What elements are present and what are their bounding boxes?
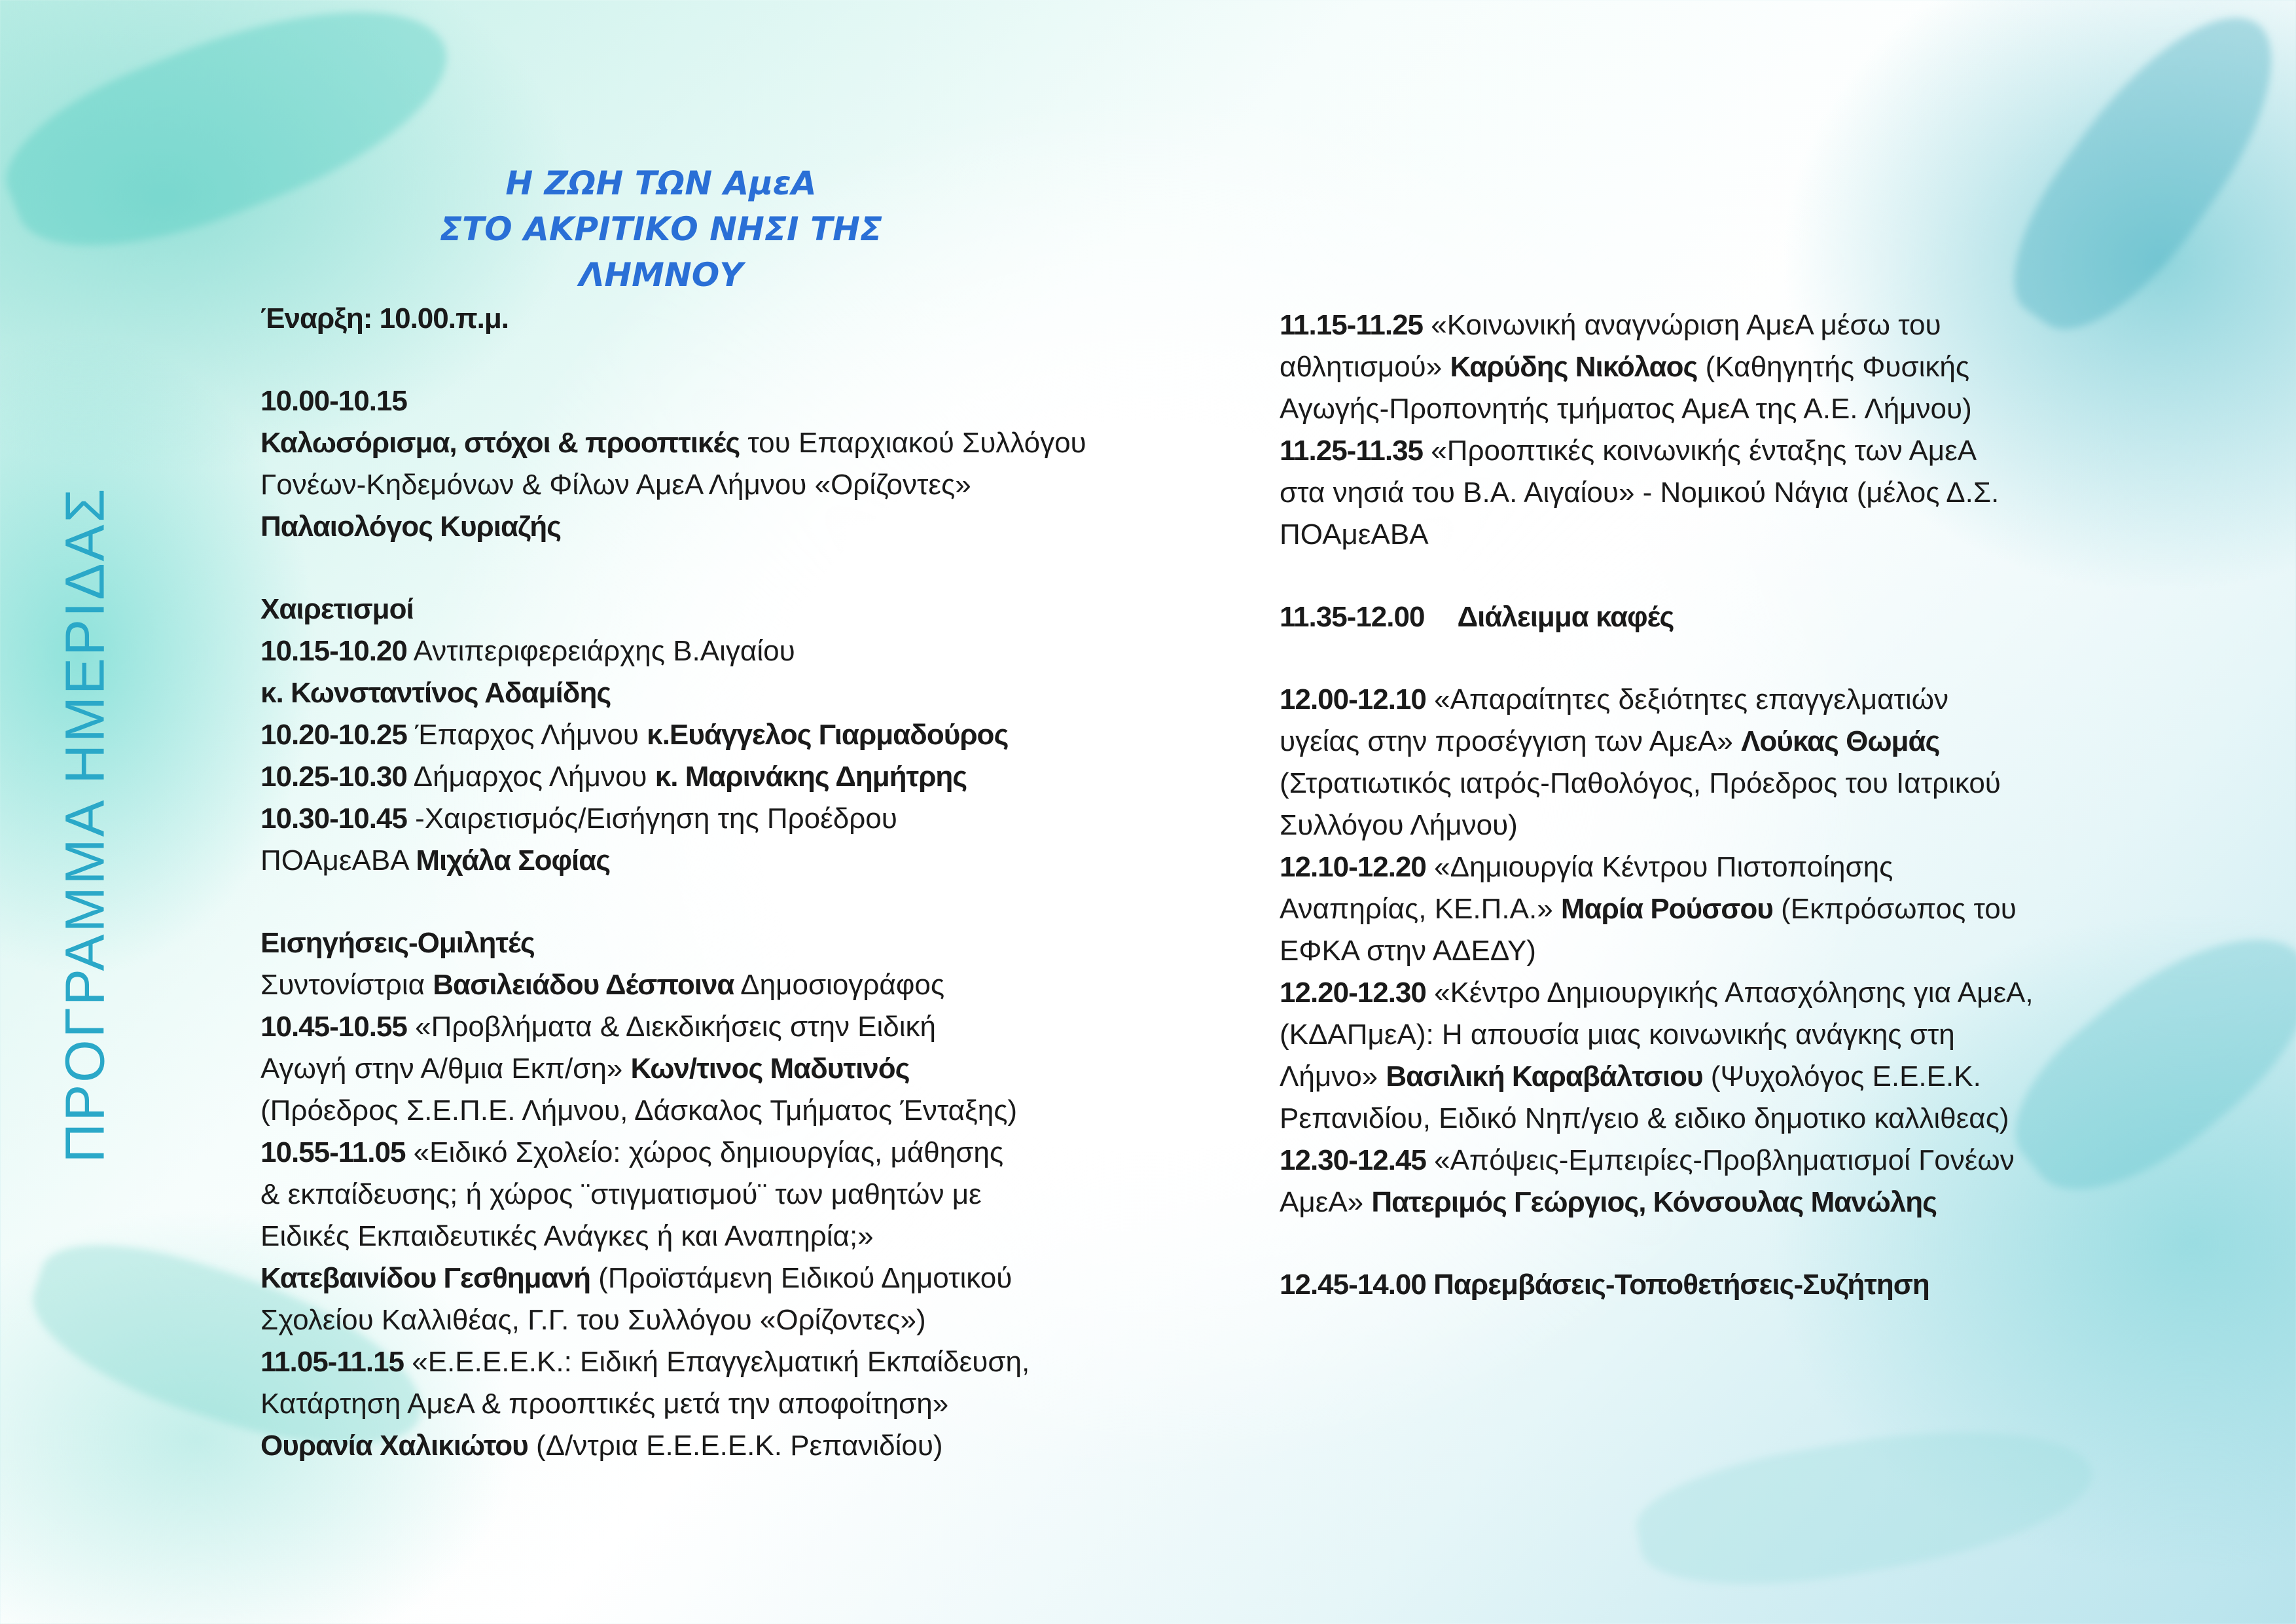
program-line: Ειδικές Εκπαιδευτικές Ανάγκες ή και Αναπηρία;» xyxy=(260,1220,874,1252)
program-line: στα νησιά του Β.Α. Αιγαίου» - Νομικού Νάγια (μέλος Δ.Σ. xyxy=(1280,477,2000,509)
program-line: 11.25-11.35 «Προοπτικές κοινωνικής ένταξης των ΑμεΑ xyxy=(1280,435,1977,467)
start-time: Έναρξη: 10.00.π.μ. xyxy=(260,302,509,334)
program-line: & εκπαίδευσης; ή χώρος ¨στιγματισμού¨ των μαθητών με xyxy=(260,1178,982,1210)
section-heading: Χαιρετισμοί xyxy=(260,593,414,625)
side-title: ΠΡΟΓΡΑΜΜΑ ΗΜΕΡΙΔΑΣ xyxy=(54,486,116,1163)
program-line: Αγωγής-Προπονητής τμήματος ΑμεΑ της Α.Ε. Λήμνου) xyxy=(1280,393,1972,425)
program-line: 11.05-11.15 «Ε.Ε.Ε.Ε.Κ.: Ειδική Επαγγελματική Εκπαίδευση, xyxy=(260,1346,1030,1378)
program-line: 10.30-10.45 -Χαιρετισμός/Εισήγηση της Προέδρου xyxy=(260,803,897,835)
program-line: 12.10-12.20 «Δημιουργία Κέντρου Πιστοποίησης xyxy=(1280,851,1893,883)
program-line: Κατάρτηση ΑμεΑ & προοπτικές μετά την αποφοίτηση» xyxy=(260,1388,949,1420)
program-line: ΑμεΑ» Πατεριμός Γεώργιος, Κόνσουλας Μανώλης xyxy=(1280,1186,1937,1218)
program-line: 10.55-11.05 «Ειδικό Σχολείο: χώρος δημιουργίας, μάθησης xyxy=(260,1136,1004,1168)
program-left-column xyxy=(260,298,1124,1467)
title-line-2: ΣΤΟ ΑΚΡΙΤΙΚΟ ΝΗΣΙ ΤΗΣ ΛΗΜΝΟΥ xyxy=(439,210,883,294)
program-line: Κατεβαινίδου Γεσθημανή (Προϊστάμενη Ειδικού Δημοτικού xyxy=(260,1262,1013,1294)
program-line: ΠΟΑμεΑΒΑ Μιχάλα Σοφίας xyxy=(260,844,611,876)
program-line: Ουρανία Χαλικιώτου (Δ/ντρια Ε.Ε.Ε.Ε.Κ. Ρεπανιδίου) xyxy=(260,1430,943,1462)
program-line: υγείας στην προσέγγιση των ΑμεΑ» Λούκας Θωμάς xyxy=(1280,725,1940,757)
program-line: Συντονίστρια Βασιλειάδου Δέσποινα Δημοσιογράφος xyxy=(260,969,945,1001)
program-line: Αγωγή στην Α/θμια Εκπ/ση» Κων/τινος Μαδυτινός xyxy=(260,1053,910,1085)
program-line: 11.15-11.25 «Κοινωνική αναγνώριση ΑμεΑ μέσω του xyxy=(1280,309,1941,341)
program-line: (ΚΔΑΠμεΑ): Η απουσία μιας κοινωνικής ανάγκης στη xyxy=(1280,1019,1955,1051)
program-line: 12.20-12.30 «Κέντρο Δημιουργικής Απασχόλησης για ΑμεΑ, xyxy=(1280,977,2034,1009)
final-session: 12.45-14.00 Παρεμβάσεις-Τοποθετήσεις-Συζήτηση xyxy=(1280,1269,1929,1301)
title-line-1: Η ΖΩΗ ΤΩΝ ΑμεΑ xyxy=(505,164,817,202)
program-line: (Πρόεδρος Σ.Ε.Π.Ε. Λήμνου, Δάσκαλος Τμήματος Ένταξης) xyxy=(260,1094,1018,1127)
speaker-name: Παλαιολόγος Κυριαζής xyxy=(260,511,562,543)
program-line: 10.15-10.20 Αντιπεριφερειάρχης Β.Αιγαίου xyxy=(260,635,795,667)
section-heading: Εισηγήσεις-Ομιλητές xyxy=(260,927,535,959)
coffee-break: 11.35-12.00 Διάλειμμα καφές xyxy=(1280,601,1674,633)
session-title: Καλωσόρισμα, στόχοι & προοπτικές xyxy=(260,427,740,459)
program-line: Καλωσόρισμα, στόχοι & προοπτικές του Επαρχιακού Συλλόγου xyxy=(260,427,1086,459)
program-line: αθλητισμού» Καρύδης Νικόλαος (Καθηγητής Φυσικής xyxy=(1280,351,1970,383)
program-line: Γονέων-Κηδεμόνων & Φίλων ΑμεΑ Λήμνου «Ορίζοντες» xyxy=(260,469,971,501)
session-time: 10.00-10.15 xyxy=(260,385,407,417)
program-line: Λήμνο» Βασιλική Καραβάλτσιου (Ψυχολόγος Ε.Ε.Ε.Κ. xyxy=(1280,1060,1981,1092)
program-line: Συλλόγου Λήμνου) xyxy=(1280,809,1518,841)
program-line: (Στρατιωτικός ιατρός-Παθολόγος, Πρόεδρος του Ιατρικού xyxy=(1280,767,2001,799)
program-line: 12.00-12.10 «Απαραίτητες δεξιότητες επαγγελματιών xyxy=(1280,683,1949,715)
program-line: Σχολείου Καλλιθέας, Γ.Γ. του Συλλόγου «Ορίζοντες») xyxy=(260,1304,926,1336)
program-line: 10.25-10.30 Δήμαρχος Λήμνου κ. Μαρινάκης Δημήτρης xyxy=(260,761,967,793)
page-title xyxy=(393,160,929,298)
program-line: Αναπηρίας, ΚΕ.Π.Α.» Μαρία Ρούσσου (Εκπρόσωπος του xyxy=(1280,893,2017,925)
background-brushstroke xyxy=(1628,1401,2102,1610)
program-line: 12.30-12.45 «Απόψεις-Εμπειρίες-Προβληματισμοί Γονέων xyxy=(1280,1144,2015,1176)
program-right-column xyxy=(1280,304,2130,1306)
program-line: ΠΟΑμεΑΒΑ xyxy=(1280,518,1429,550)
program-line: ΕΦΚΑ στην ΑΔΕΔΥ) xyxy=(1280,935,1536,967)
program-line: 10.20-10.25 Έπαρχος Λήμνου κ.Ευάγγελος Γιαρμαδούρος xyxy=(260,719,1009,751)
program-line: Ρεπανιδίου, Ειδικό Νηπ/γειο & ειδικο δημοτικο καλλιθεας) xyxy=(1280,1102,2009,1134)
program-line: 10.45-10.55 «Προβλήματα & Διεκδικήσεις στην Ειδική xyxy=(260,1011,937,1043)
speaker-name: κ. Κωνσταντίνος Αδαμίδης xyxy=(260,677,611,709)
